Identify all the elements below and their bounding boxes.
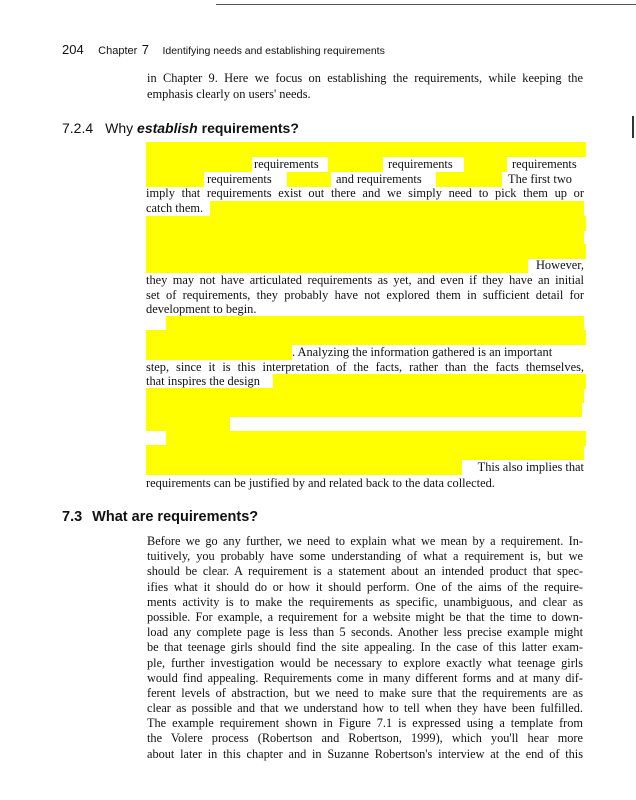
highlight: [146, 157, 252, 172]
section-7-3-body: [147, 534, 583, 762]
text-fragment: catch them.: [146, 201, 204, 215]
highlight: [436, 172, 502, 187]
highlight: [146, 142, 586, 157]
heading-suffix: requirements?: [201, 120, 299, 136]
running-title: Identifying needs and establishing requirements: [162, 45, 385, 57]
heading-emphasis: establish: [137, 120, 198, 136]
highlight: [287, 172, 331, 187]
section-title: What are requirements?: [92, 509, 259, 525]
text-line: [146, 431, 584, 446]
text-fragment: set of requirements, they probably have not explored them in sufficient detail for: [146, 288, 584, 302]
text-line: ple, further investigation would be necessary to explore exactly what teenage girls: [147, 655, 583, 670]
highlight: [146, 445, 584, 460]
highlight: [146, 388, 584, 403]
section-heading-7-3: [62, 509, 258, 525]
text-fragment: However,: [535, 258, 584, 272]
highlight: [146, 216, 586, 231]
text-fragment: that inspires the design: [146, 374, 260, 388]
text-line: ifies what it should do or how it should perform. One of the aims of the require-: [147, 579, 583, 594]
text-fragment: requirements: [388, 157, 453, 171]
heading-prefix: Why: [105, 120, 134, 136]
highlight: [328, 157, 383, 172]
text-line: clear as possible and that we understand how to tell when they have been fulfilled.: [147, 701, 583, 716]
text-fragment: requirements can be justified by and related back to the data collected.: [146, 476, 495, 490]
highlight: [146, 345, 292, 360]
text-line: [146, 302, 584, 317]
text-line: [146, 157, 584, 172]
highlight: [210, 201, 584, 216]
text-line: about later in this chapter and in Suzanne Robertson's interview at the end of this: [147, 746, 583, 761]
text-line: [146, 460, 584, 475]
text-line: [146, 273, 584, 288]
text-line: [146, 388, 584, 403]
text-line: [146, 476, 584, 491]
text-line: possible. For example, a requirement for a website might be that the time to down-: [147, 609, 583, 624]
highlight: [166, 431, 586, 446]
text-line: [146, 244, 584, 259]
text-line: load any complete page is less than 5 seconds. Another less precise example might: [147, 625, 583, 640]
margin-mark: [632, 116, 634, 138]
text-fragment: they may not have articulated requirements as yet, and even if they have an initial: [146, 273, 584, 287]
text-line: [146, 186, 584, 201]
text-line: [146, 330, 584, 345]
text-line: [146, 172, 584, 187]
text-line: ferent levels of abstraction, but we need to make sure that the requirements are as: [147, 685, 583, 700]
text-line: tuitively, you probably have some understanding of what a requirement is, but we: [147, 549, 583, 564]
highlight: [146, 402, 582, 417]
text-fragment: development to begin.: [146, 302, 257, 316]
text-line: would find appealing. Requirements come in many different forms and at many dif-: [147, 670, 583, 685]
text-line: [146, 142, 584, 157]
text-line: [146, 374, 584, 389]
running-header: [62, 41, 385, 59]
text-fragment: requirements: [512, 157, 577, 171]
chapter-label: Chapter: [98, 45, 138, 57]
highlight: [146, 258, 528, 273]
text-line: [146, 258, 584, 273]
text-line: [146, 445, 584, 460]
section-number: 7.2.4: [62, 120, 94, 136]
text-line: [146, 416, 584, 431]
intro-paragraph: [147, 70, 583, 102]
text-line: [146, 201, 584, 216]
highlight: [146, 330, 586, 345]
section-number: 7.3: [62, 509, 83, 525]
highlight: [146, 416, 230, 431]
text-fragment: . Analyzing the information gathered is an important: [292, 345, 553, 359]
text-line: Before we go any further, we need to explain what we mean by a requirement. In-: [147, 534, 583, 548]
highlight: [464, 157, 507, 172]
highlight: [146, 244, 586, 259]
text-line: [146, 230, 584, 245]
highlight: [146, 172, 204, 187]
highlight: [273, 374, 586, 389]
text-line: [146, 316, 584, 331]
text-line: [146, 360, 584, 375]
chapter-number: 7: [141, 42, 149, 57]
text-line: the Volere process (Robertson and Robertson, 1999), which you'll hear more: [147, 731, 583, 746]
text-fragment: and requirements: [336, 172, 422, 186]
text-fragment: step, since it is this interpretation of the facts, rather than the facts themselves,: [146, 360, 584, 374]
page-number: 204: [62, 42, 84, 57]
highlight: [146, 230, 584, 245]
text-fragment: This also implies that: [477, 460, 584, 474]
text-line: [146, 402, 584, 417]
text-fragment: requirements: [207, 172, 272, 186]
text-line: The example requirement shown in Figure 7.1 is expressed using a template from: [147, 716, 583, 731]
text-line: be that teenage girls should find the site appealing. In the case of this latter exam-: [147, 640, 583, 655]
highlight: [146, 460, 462, 475]
text-line: should be clear. A requirement is a statement about an intended product that spec-: [147, 564, 583, 579]
text-line: [146, 345, 584, 360]
highlight: [166, 316, 584, 331]
top-rule: [216, 4, 636, 5]
text-line: ments activity is to make the requirements as specific, unambiguous, and clear as: [147, 594, 583, 609]
intro-line: in Chapter 9. Here we focus on establishing the requirements, while keeping the: [147, 71, 583, 85]
intro-line: emphasis clearly on users' needs.: [147, 87, 311, 101]
text-fragment: requirements: [254, 157, 319, 171]
section-heading-7-2-4: [62, 120, 299, 136]
text-fragment: The first two: [508, 172, 573, 186]
text-line: [146, 288, 584, 303]
text-line: [146, 216, 584, 231]
text-fragment: imply that requirements exist out there and we simply need to pick them up or: [146, 186, 584, 200]
